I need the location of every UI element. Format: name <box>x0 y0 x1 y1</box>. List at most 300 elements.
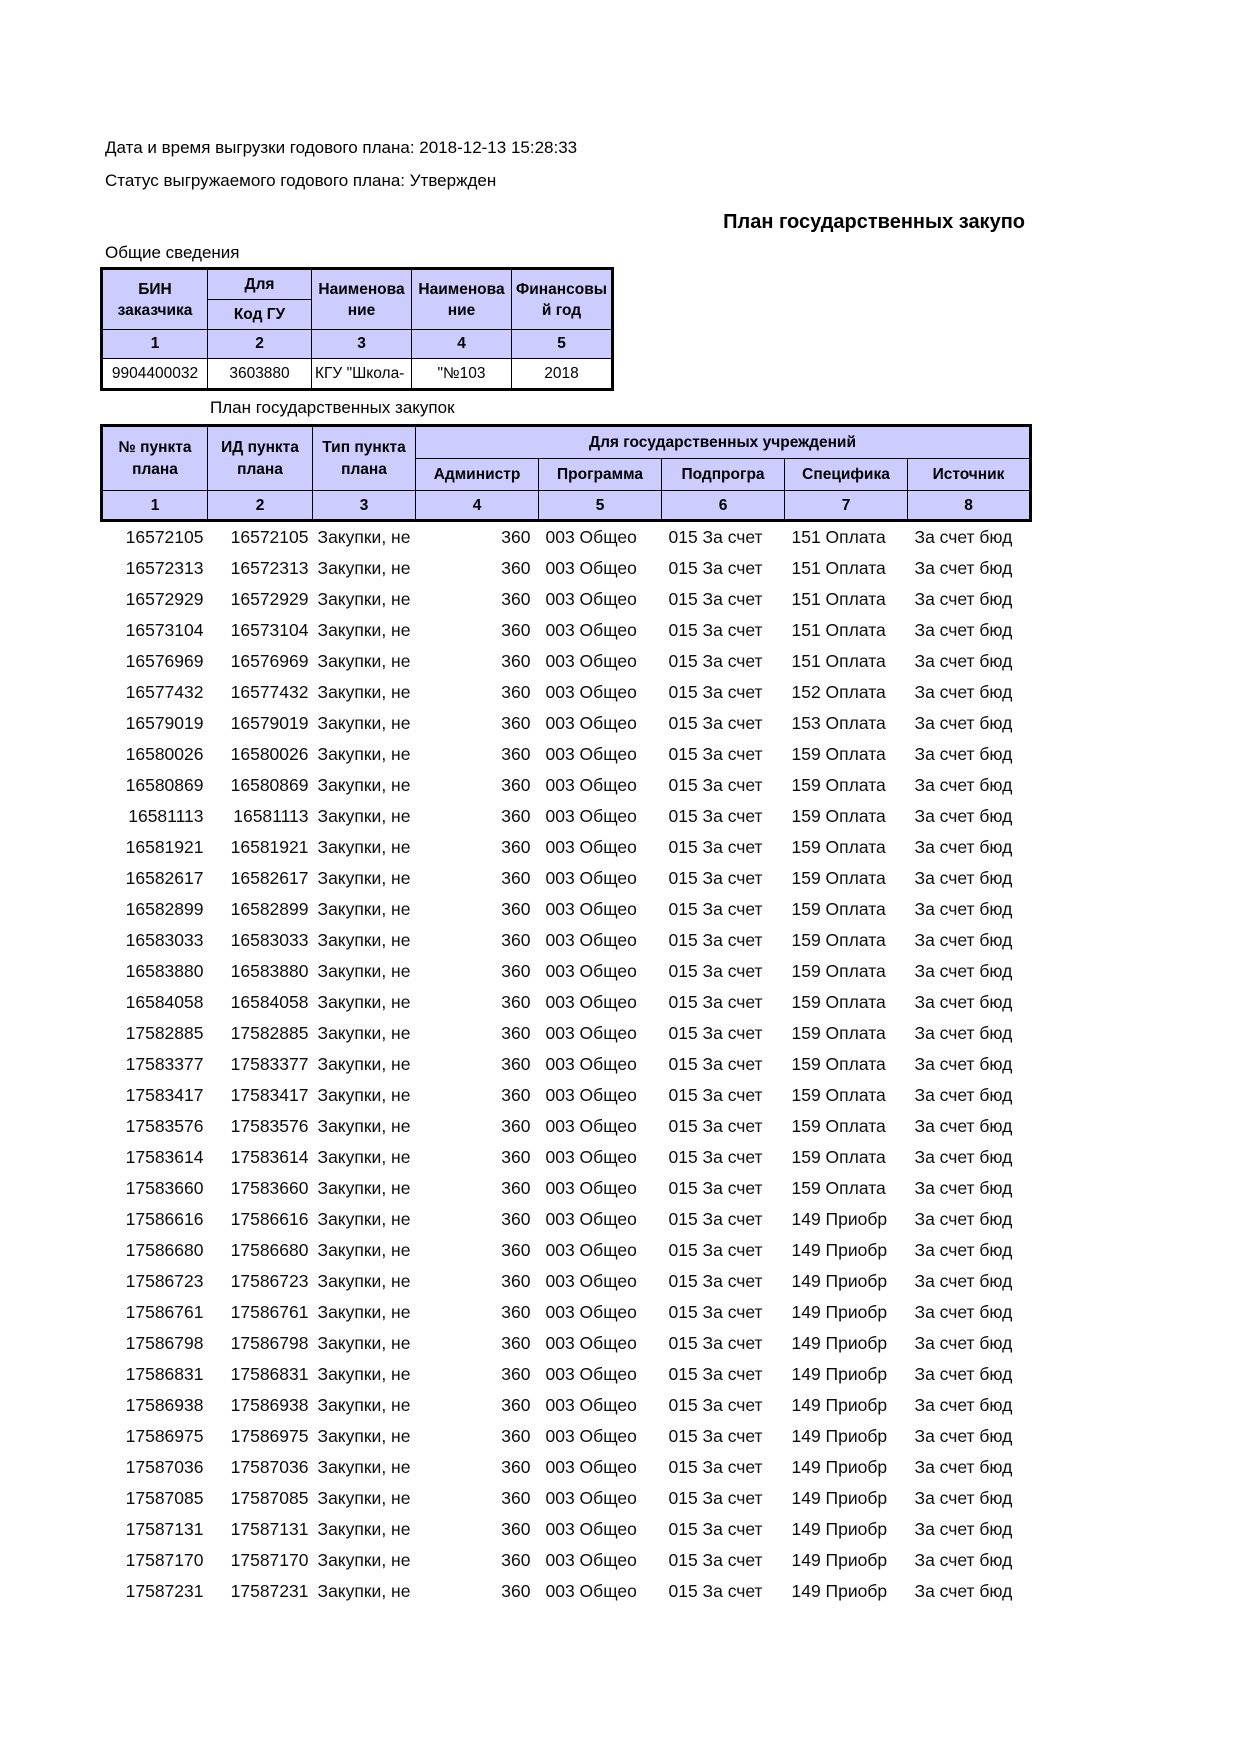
cell-type: Закупки, не <box>317 651 411 671</box>
cell-num: 16579019 <box>125 713 204 733</box>
cell-source: За счет бюд <box>914 1333 1013 1353</box>
cell-program: 003 Общео <box>545 1457 637 1477</box>
header-name-2 <box>412 269 512 330</box>
header-specifics: Специфика <box>785 459 908 491</box>
cell-id: 16576969 <box>230 651 309 671</box>
cell-admin: 360 <box>501 620 531 640</box>
table-row <box>102 832 1031 863</box>
cell-subprogram: 015 За счет <box>668 1426 763 1446</box>
cell-admin: 360 <box>501 1333 531 1353</box>
plan-table-body <box>102 521 1031 1608</box>
cell-program: 003 Общео <box>545 589 637 609</box>
cell-admin: 360 <box>501 1519 531 1539</box>
cell-specifics: 159 Оплата <box>791 961 886 981</box>
header-plan-item-no-line1: № пункта <box>118 438 192 456</box>
cell-source: За счет бюд <box>914 1364 1013 1384</box>
plan-header-row1 <box>102 426 1031 459</box>
cell-source: За счет бюд <box>914 744 1013 764</box>
cell-source: За счет бюд <box>914 1085 1013 1105</box>
cell-source: За счет бюд <box>914 589 1013 609</box>
header-administrator: Администр <box>416 459 539 491</box>
cell-specifics: 149 Приобр <box>791 1581 888 1601</box>
index-cell: 8 <box>908 491 1031 521</box>
plan-table-label: План государственных закупок <box>210 398 455 417</box>
cell-program: 003 Общео <box>545 1426 637 1446</box>
cell-num: 17583576 <box>125 1116 204 1136</box>
table-row <box>102 1452 1031 1483</box>
cell-num: 16572105 <box>125 527 204 547</box>
cell-specifics: 153 Оплата <box>791 713 886 733</box>
cell-type: Закупки, не <box>317 1271 411 1291</box>
cell-type: Закупки, не <box>317 1085 411 1105</box>
header-name-2-line1: Наименова <box>418 280 505 298</box>
cell-specifics: 151 Оплата <box>791 558 886 578</box>
cell-type: Закупки, не <box>317 1209 411 1229</box>
table-row <box>102 584 1031 615</box>
cell-source: За счет бюд <box>914 1395 1013 1415</box>
table-row <box>102 1483 1031 1514</box>
cell-source: За счет бюд <box>914 1023 1013 1043</box>
cell-id: 16584058 <box>230 992 309 1012</box>
table-row <box>102 1142 1031 1173</box>
cell-subprogram: 015 За счет <box>668 620 763 640</box>
header-bin <box>102 269 208 330</box>
cell-type: Закупки, не <box>317 1023 411 1043</box>
cell-admin: 360 <box>501 1364 531 1384</box>
cell-subprogram: 015 За счет <box>668 1457 763 1477</box>
cell-source: За счет бюд <box>914 1457 1013 1477</box>
header-plan-item-type <box>313 426 416 491</box>
cell-admin: 360 <box>501 1581 531 1601</box>
cell-id: 16581921 <box>230 837 309 857</box>
table-row <box>102 615 1031 646</box>
cell-num: 17583614 <box>125 1147 204 1167</box>
cell-specifics: 151 Оплата <box>791 527 886 547</box>
cell-id: 17586761 <box>230 1302 309 1322</box>
cell-specifics: 152 Оплата <box>791 682 886 702</box>
cell-num: 16576969 <box>125 651 204 671</box>
header-name-1-line1: Наименова <box>318 280 405 298</box>
plan-table <box>100 424 1032 1607</box>
cell-subprogram: 015 За счет <box>668 961 763 981</box>
table-row <box>102 739 1031 770</box>
cell-id: 17586680 <box>230 1240 309 1260</box>
index-cell: 3 <box>312 330 412 359</box>
general-info-index-row <box>102 330 613 359</box>
cell-type: Закупки, не <box>317 775 411 795</box>
cell-id: 17587231 <box>230 1581 309 1601</box>
index-cell: 4 <box>412 330 512 359</box>
cell-num: 16582899 <box>125 899 204 919</box>
cell-id: 17587131 <box>230 1519 309 1539</box>
cell-num: 16583033 <box>125 930 204 950</box>
cell-num: 17586616 <box>125 1209 204 1229</box>
header-fin-year-line1: Финансовы <box>516 280 607 298</box>
cell-subprogram: 015 За счет <box>668 1085 763 1105</box>
table-row <box>102 987 1031 1018</box>
cell-specifics: 149 Приобр <box>791 1364 888 1384</box>
cell-specifics: 159 Оплата <box>791 806 886 826</box>
index-cell: 7 <box>785 491 908 521</box>
header-plan-item-type-line2: плана <box>341 460 387 478</box>
cell-type: Закупки, не <box>317 527 411 547</box>
cell-specifics: 159 Оплата <box>791 868 886 888</box>
cell-id: 17587170 <box>230 1550 309 1570</box>
cell-num: 17587170 <box>125 1550 204 1570</box>
cell-kod-gu-value: 3603880 <box>208 359 312 390</box>
cell-admin: 360 <box>501 1240 531 1260</box>
cell-program: 003 Общео <box>545 651 637 671</box>
cell-type: Закупки, не <box>317 961 411 981</box>
cell-subprogram: 015 За счет <box>668 1364 763 1384</box>
cell-specifics: 149 Приобр <box>791 1426 888 1446</box>
cell-subprogram: 015 За счет <box>668 1054 763 1074</box>
cell-source: За счет бюд <box>914 682 1013 702</box>
cell-subprogram: 015 За счет <box>668 651 763 671</box>
table-row <box>102 770 1031 801</box>
cell-type: Закупки, не <box>317 868 411 888</box>
document-title: План государственных закупо <box>723 211 1025 233</box>
cell-program: 003 Общео <box>545 620 637 640</box>
cell-subprogram: 015 За счет <box>668 1395 763 1415</box>
header-fin-year <box>512 269 613 330</box>
cell-specifics: 159 Оплата <box>791 744 886 764</box>
cell-id: 16573104 <box>230 620 309 640</box>
cell-program: 003 Общео <box>545 1364 637 1384</box>
cell-num: 16584058 <box>125 992 204 1012</box>
cell-type: Закупки, не <box>317 992 411 1012</box>
cell-type: Закупки, не <box>317 1550 411 1570</box>
header-plan-item-type-line1: Тип пункта <box>322 438 406 456</box>
table-row <box>102 1173 1031 1204</box>
cell-num: 17587231 <box>125 1581 204 1601</box>
cell-type: Закупки, не <box>317 1426 411 1446</box>
table-row <box>102 1111 1031 1142</box>
cell-specifics: 149 Приобр <box>791 1457 888 1477</box>
index-cell: 6 <box>662 491 785 521</box>
index-cell: 2 <box>208 491 313 521</box>
cell-id: 17583576 <box>230 1116 309 1136</box>
general-info-data-row <box>102 359 613 390</box>
table-row <box>102 677 1031 708</box>
cell-subprogram: 015 За счет <box>668 1209 763 1229</box>
cell-source: За счет бюд <box>914 1209 1013 1229</box>
header-bin-line1: БИН <box>138 280 172 298</box>
header-fin-year-line2: й год <box>541 301 582 319</box>
cell-admin: 360 <box>501 651 531 671</box>
cell-admin: 360 <box>501 1023 531 1043</box>
cell-source: За счет бюд <box>914 1302 1013 1322</box>
cell-source: За счет бюд <box>914 961 1013 981</box>
cell-source: За счет бюд <box>914 713 1013 733</box>
cell-id: 16582617 <box>230 868 309 888</box>
cell-type: Закупки, не <box>317 837 411 857</box>
cell-program: 003 Общео <box>545 1116 637 1136</box>
cell-subprogram: 015 За счет <box>668 589 763 609</box>
cell-type: Закупки, не <box>317 589 411 609</box>
cell-type: Закупки, не <box>317 899 411 919</box>
cell-num: 16580026 <box>125 744 204 764</box>
table-row <box>102 708 1031 739</box>
cell-admin: 360 <box>501 682 531 702</box>
table-row <box>102 956 1031 987</box>
cell-source: За счет бюд <box>914 651 1013 671</box>
cell-program: 003 Общео <box>545 1147 637 1167</box>
cell-admin: 360 <box>501 1488 531 1508</box>
header-dlya: Для <box>208 269 312 300</box>
cell-subprogram: 015 За счет <box>668 775 763 795</box>
export-datetime-line: Дата и время выгрузки годового плана: 2018-12-13 15:28:33 <box>105 138 578 157</box>
cell-id: 16581113 <box>233 806 309 826</box>
header-plan-item-no <box>102 426 208 491</box>
cell-admin: 360 <box>501 1085 531 1105</box>
cell-subprogram: 015 За счет <box>668 1519 763 1539</box>
cell-program: 003 Общео <box>545 1581 637 1601</box>
cell-id: 16579019 <box>230 713 309 733</box>
cell-type: Закупки, не <box>317 1302 411 1322</box>
cell-admin: 360 <box>501 1271 531 1291</box>
table-row <box>102 1328 1031 1359</box>
cell-type: Закупки, не <box>317 1395 411 1415</box>
cell-id: 17582885 <box>230 1023 309 1043</box>
cell-program: 003 Общео <box>545 682 637 702</box>
header-name-1-line2: ние <box>347 301 376 319</box>
cell-specifics: 149 Приобр <box>791 1209 888 1229</box>
cell-source: За счет бюд <box>914 1581 1013 1601</box>
cell-specifics: 151 Оплата <box>791 589 886 609</box>
header-subprogram: Подпрогра <box>662 459 785 491</box>
cell-program: 003 Общео <box>545 1333 637 1353</box>
cell-name2-value: "№103 <box>412 359 512 390</box>
cell-id: 17587085 <box>230 1488 309 1508</box>
cell-type: Закупки, не <box>317 558 411 578</box>
cell-program: 003 Общео <box>545 527 637 547</box>
cell-program: 003 Общео <box>545 1178 637 1198</box>
cell-type: Закупки, не <box>317 1147 411 1167</box>
cell-admin: 360 <box>501 1209 531 1229</box>
cell-source: За счет бюд <box>914 1178 1013 1198</box>
cell-id: 16572313 <box>230 558 309 578</box>
cell-id: 16577432 <box>230 682 309 702</box>
cell-admin: 360 <box>501 930 531 950</box>
cell-source: За счет бюд <box>914 527 1013 547</box>
cell-program: 003 Общео <box>545 1209 637 1229</box>
cell-admin: 360 <box>501 558 531 578</box>
cell-num: 17587085 <box>125 1488 204 1508</box>
cell-type: Закупки, не <box>317 1116 411 1136</box>
cell-source: За счет бюд <box>914 775 1013 795</box>
cell-admin: 360 <box>501 1054 531 1074</box>
cell-num: 16581921 <box>125 837 204 857</box>
table-row <box>102 646 1031 677</box>
cell-admin: 360 <box>501 1550 531 1570</box>
cell-subprogram: 015 За счет <box>668 837 763 857</box>
cell-specifics: 159 Оплата <box>791 775 886 795</box>
cell-subprogram: 015 За счет <box>668 1178 763 1198</box>
cell-id: 16580026 <box>230 744 309 764</box>
header-name-2-line2: ние <box>447 301 476 319</box>
plan-table-header <box>102 426 1031 521</box>
cell-id: 17587036 <box>230 1457 309 1477</box>
cell-subprogram: 015 За счет <box>668 527 763 547</box>
cell-specifics: 149 Приобр <box>791 1271 888 1291</box>
cell-admin: 360 <box>501 868 531 888</box>
cell-num: 17583417 <box>125 1085 204 1105</box>
cell-id: 16583033 <box>230 930 309 950</box>
cell-num: 17586761 <box>125 1302 204 1322</box>
general-info-table <box>100 267 614 391</box>
cell-specifics: 159 Оплата <box>791 1178 886 1198</box>
table-row <box>102 1359 1031 1390</box>
cell-program: 003 Общео <box>545 1302 637 1322</box>
cell-type: Закупки, не <box>317 1364 411 1384</box>
cell-source: За счет бюд <box>914 1519 1013 1539</box>
cell-type: Закупки, не <box>317 1240 411 1260</box>
cell-admin: 360 <box>501 1302 531 1322</box>
header-name-1 <box>312 269 412 330</box>
cell-source: За счет бюд <box>914 1426 1013 1446</box>
cell-source: За счет бюд <box>914 806 1013 826</box>
cell-type: Закупки, не <box>317 620 411 640</box>
cell-specifics: 149 Приобр <box>791 1333 888 1353</box>
cell-num: 17586831 <box>125 1364 204 1384</box>
cell-subprogram: 015 За счет <box>668 1550 763 1570</box>
cell-specifics: 151 Оплата <box>791 620 886 640</box>
cell-num: 16572313 <box>125 558 204 578</box>
cell-source: За счет бюд <box>914 1147 1013 1167</box>
cell-id: 16583880 <box>230 961 309 981</box>
table-row <box>102 1080 1031 1111</box>
cell-type: Закупки, не <box>317 1457 411 1477</box>
table-row <box>102 1297 1031 1328</box>
cell-source: За счет бюд <box>914 1240 1013 1260</box>
cell-num: 17587036 <box>125 1457 204 1477</box>
table-row <box>102 894 1031 925</box>
index-cell: 5 <box>539 491 662 521</box>
index-cell: 1 <box>102 330 208 359</box>
cell-specifics: 159 Оплата <box>791 837 886 857</box>
table-row <box>102 1266 1031 1297</box>
cell-type: Закупки, не <box>317 806 411 826</box>
cell-program: 003 Общео <box>545 744 637 764</box>
header-group-state-institutions: Для государственных учреждений <box>416 426 1031 459</box>
cell-subprogram: 015 За счет <box>668 1333 763 1353</box>
cell-program: 003 Общео <box>545 806 637 826</box>
cell-subprogram: 015 За счет <box>668 899 763 919</box>
cell-admin: 360 <box>501 589 531 609</box>
cell-source: За счет бюд <box>914 992 1013 1012</box>
cell-program: 003 Общео <box>545 1271 637 1291</box>
cell-specifics: 159 Оплата <box>791 899 886 919</box>
cell-program: 003 Общео <box>545 1085 637 1105</box>
cell-program: 003 Общео <box>545 1054 637 1074</box>
cell-id: 17586798 <box>230 1333 309 1353</box>
cell-source: За счет бюд <box>914 558 1013 578</box>
cell-program: 003 Общео <box>545 837 637 857</box>
cell-program: 003 Общео <box>545 1395 637 1415</box>
cell-num: 17586975 <box>125 1426 204 1446</box>
cell-source: За счет бюд <box>914 930 1013 950</box>
cell-admin: 360 <box>501 1178 531 1198</box>
cell-admin: 360 <box>501 1426 531 1446</box>
cell-source: За счет бюд <box>914 868 1013 888</box>
cell-type: Закупки, не <box>317 682 411 702</box>
cell-num: 17586723 <box>125 1271 204 1291</box>
cell-program: 003 Общео <box>545 899 637 919</box>
cell-source: За счет бюд <box>914 1488 1013 1508</box>
cell-admin: 360 <box>501 806 531 826</box>
cell-id: 17583614 <box>230 1147 309 1167</box>
general-info-label: Общие сведения <box>105 243 240 262</box>
cell-id: 17583377 <box>230 1054 309 1074</box>
cell-admin: 360 <box>501 744 531 764</box>
cell-program: 003 Общео <box>545 713 637 733</box>
header-kod-gu: Код ГУ <box>208 300 312 330</box>
cell-id: 16572929 <box>230 589 309 609</box>
cell-num: 16572929 <box>125 589 204 609</box>
cell-id: 17583660 <box>230 1178 309 1198</box>
cell-source: За счет бюд <box>914 1054 1013 1074</box>
table-row <box>102 1421 1031 1452</box>
cell-num: 16583880 <box>125 961 204 981</box>
plan-index-row <box>102 491 1031 521</box>
cell-admin: 360 <box>501 837 531 857</box>
cell-specifics: 159 Оплата <box>791 1054 886 1074</box>
cell-subprogram: 015 За счет <box>668 1023 763 1043</box>
cell-subprogram: 015 За счет <box>668 1302 763 1322</box>
cell-num: 17586798 <box>125 1333 204 1353</box>
table-row <box>102 863 1031 894</box>
cell-subprogram: 015 За счет <box>668 1147 763 1167</box>
cell-subprogram: 015 За счет <box>668 930 763 950</box>
cell-subprogram: 015 За счет <box>668 1581 763 1601</box>
cell-id: 16580869 <box>230 775 309 795</box>
general-info-header-row <box>102 269 613 300</box>
cell-source: За счет бюд <box>914 1116 1013 1136</box>
index-cell: 5 <box>512 330 613 359</box>
cell-specifics: 159 Оплата <box>791 930 886 950</box>
cell-program: 003 Общео <box>545 1240 637 1260</box>
header-source: Источник <box>908 459 1031 491</box>
cell-num: 17586938 <box>125 1395 204 1415</box>
index-cell: 1 <box>102 491 208 521</box>
cell-specifics: 149 Приобр <box>791 1519 888 1539</box>
header-bin-line2: заказчика <box>117 301 193 319</box>
cell-num: 16577432 <box>125 682 204 702</box>
cell-admin: 360 <box>501 1457 531 1477</box>
cell-num: 16580869 <box>125 775 204 795</box>
table-row <box>102 1235 1031 1266</box>
cell-type: Закупки, не <box>317 1178 411 1198</box>
cell-admin: 360 <box>501 1395 531 1415</box>
cell-type: Закупки, не <box>317 744 411 764</box>
cell-specifics: 149 Приобр <box>791 1395 888 1415</box>
cell-type: Закупки, не <box>317 1488 411 1508</box>
cell-id: 16572105 <box>230 527 309 547</box>
cell-source: За счет бюд <box>914 899 1013 919</box>
cell-type: Закупки, не <box>317 1054 411 1074</box>
cell-specifics: 159 Оплата <box>791 1085 886 1105</box>
cell-bin-value: 9904400032 <box>102 359 208 390</box>
cell-subprogram: 015 За счет <box>668 682 763 702</box>
cell-type: Закупки, не <box>317 713 411 733</box>
cell-fin-year-value: 2018 <box>512 359 613 390</box>
cell-source: За счет бюд <box>914 620 1013 640</box>
header-plan-item-id <box>208 426 313 491</box>
cell-source: За счет бюд <box>914 837 1013 857</box>
cell-num: 17583377 <box>125 1054 204 1074</box>
cell-id: 16582899 <box>230 899 309 919</box>
